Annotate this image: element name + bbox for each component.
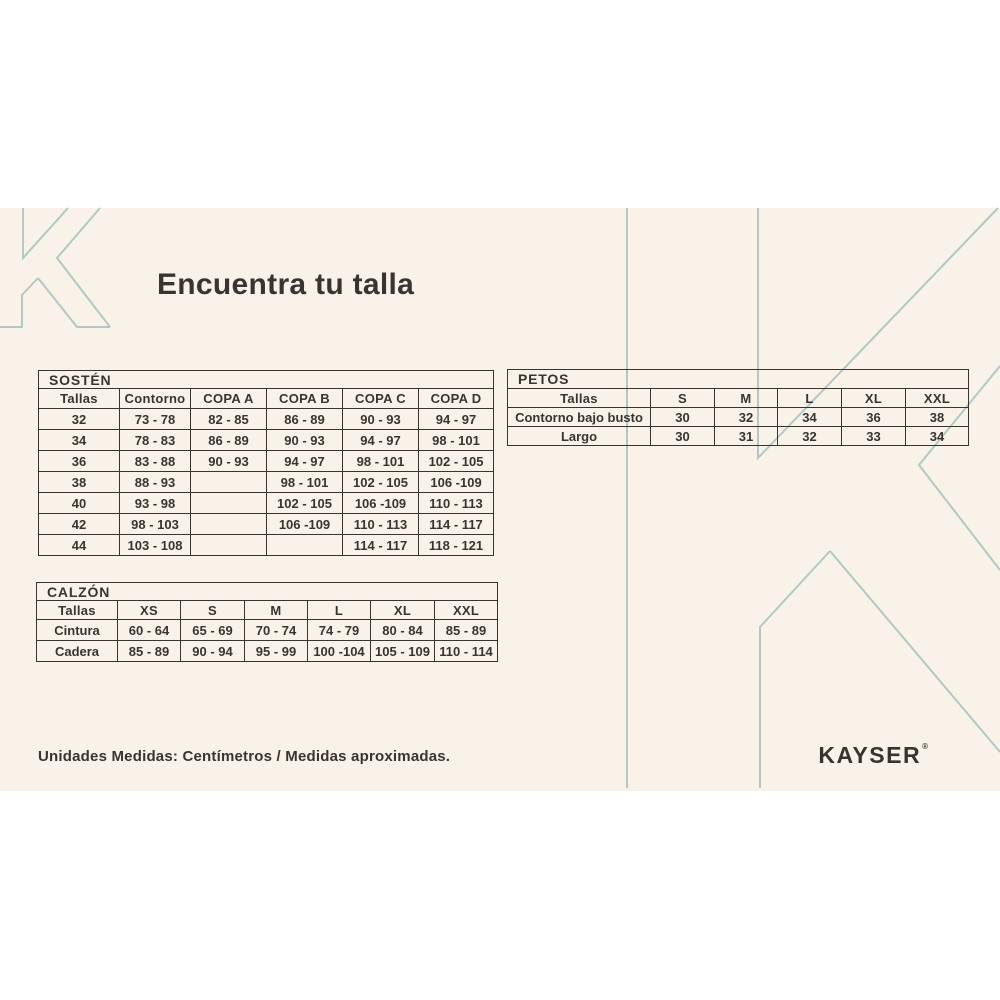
- table-cell: 65 - 69: [181, 620, 245, 641]
- table-row: [39, 409, 494, 430]
- table-header-row: [37, 601, 498, 620]
- page-title: Encuentra tu talla: [157, 268, 415, 301]
- table-cell: 110 - 114: [435, 641, 498, 662]
- table-cell: 86 - 89: [267, 409, 343, 430]
- table-cell: 94 - 97: [267, 451, 343, 472]
- table-cell: 90 - 93: [267, 430, 343, 451]
- table-cell: 31: [715, 427, 778, 446]
- table-cell: 103 - 108: [120, 535, 191, 556]
- table-cell: 106 -109: [343, 493, 419, 514]
- table-cell: [191, 535, 267, 556]
- column-header: Tallas: [37, 601, 118, 620]
- table-cell: 38: [39, 472, 120, 493]
- column-header: L: [778, 389, 842, 408]
- table-cell: 70 - 74: [245, 620, 308, 641]
- table-cell: 118 - 121: [419, 535, 494, 556]
- kayser-logo: [728, 742, 928, 769]
- table-cell: 80 - 84: [371, 620, 435, 641]
- table-cell: 60 - 64: [118, 620, 181, 641]
- table-cell: [191, 472, 267, 493]
- column-header: M: [715, 389, 778, 408]
- column-header: M: [245, 601, 308, 620]
- table-cell: 93 - 98: [120, 493, 191, 514]
- table-cell: Largo: [508, 427, 651, 446]
- column-header: L: [308, 601, 371, 620]
- table-cell: 42: [39, 514, 120, 535]
- table-cell: 102 - 105: [267, 493, 343, 514]
- table-cell: 34: [39, 430, 120, 451]
- table-cell: 102 - 105: [343, 472, 419, 493]
- table-cell: 36: [842, 408, 906, 427]
- table-cell: 95 - 99: [245, 641, 308, 662]
- column-header: COPA A: [191, 389, 267, 409]
- table-title: PETOS: [508, 370, 969, 389]
- table-cell: [191, 514, 267, 535]
- table-cell: 32: [39, 409, 120, 430]
- table-title-row: [39, 371, 494, 389]
- table-cell: 98 - 101: [267, 472, 343, 493]
- column-header: XXL: [435, 601, 498, 620]
- column-header: XXL: [906, 389, 969, 408]
- table-cell: 98 - 101: [343, 451, 419, 472]
- table-cell: 110 - 113: [343, 514, 419, 535]
- table-row: [39, 430, 494, 451]
- registered-trademark-icon: ®: [922, 742, 928, 751]
- table-cell: 32: [778, 427, 842, 446]
- table-cell: Cadera: [37, 641, 118, 662]
- table-title: CALZÓN: [37, 583, 498, 601]
- table-cell: 82 - 85: [191, 409, 267, 430]
- table-cell: Cintura: [37, 620, 118, 641]
- table-cell: 94 - 97: [419, 409, 494, 430]
- column-header: XS: [118, 601, 181, 620]
- table-cell: 44: [39, 535, 120, 556]
- table-cell: 36: [39, 451, 120, 472]
- column-header: XL: [842, 389, 906, 408]
- table-cell: 83 - 88: [120, 451, 191, 472]
- table-cell: 90 - 94: [181, 641, 245, 662]
- table-row: [37, 620, 498, 641]
- table-cell: 33: [842, 427, 906, 446]
- table-cell: Contorno bajo busto: [508, 408, 651, 427]
- table-cell: 106 -109: [267, 514, 343, 535]
- sosten-size-table: [38, 370, 494, 556]
- column-header: S: [181, 601, 245, 620]
- table-row: [39, 535, 494, 556]
- table-row: [508, 427, 969, 446]
- column-header: Tallas: [39, 389, 120, 409]
- table-cell: 90 - 93: [191, 451, 267, 472]
- table-cell: 100 -104: [308, 641, 371, 662]
- table-cell: 32: [715, 408, 778, 427]
- table-cell: 78 - 83: [120, 430, 191, 451]
- table-cell: 85 - 89: [435, 620, 498, 641]
- table-cell: [191, 493, 267, 514]
- table-cell: 98 - 101: [419, 430, 494, 451]
- table-cell: 73 - 78: [120, 409, 191, 430]
- table-cell: 34: [906, 427, 969, 446]
- table-cell: 106 -109: [419, 472, 494, 493]
- table-cell: 102 - 105: [419, 451, 494, 472]
- table-row: [37, 641, 498, 662]
- table-row: [39, 514, 494, 535]
- table-title: SOSTÉN: [39, 371, 494, 389]
- column-header: S: [651, 389, 715, 408]
- units-note: Unidades Medidas: Centímetros / Medidas aproximadas.: [38, 748, 451, 765]
- table-cell: 40: [39, 493, 120, 514]
- column-header: COPA C: [343, 389, 419, 409]
- table-cell: 114 - 117: [343, 535, 419, 556]
- kayser-logo-text: KAYSER: [818, 742, 922, 768]
- table-row: [39, 493, 494, 514]
- table-header-row: [508, 389, 969, 408]
- table-cell: 85 - 89: [118, 641, 181, 662]
- column-header: COPA B: [267, 389, 343, 409]
- table-cell: 34: [778, 408, 842, 427]
- table-title-row: [37, 583, 498, 601]
- table-row: [39, 451, 494, 472]
- table-cell: 114 - 117: [419, 514, 494, 535]
- table-title-row: [508, 370, 969, 389]
- column-header: COPA D: [419, 389, 494, 409]
- table-cell: 105 - 109: [371, 641, 435, 662]
- column-header: Contorno: [120, 389, 191, 409]
- table-cell: 90 - 93: [343, 409, 419, 430]
- table-cell: 30: [651, 408, 715, 427]
- table-row: [508, 408, 969, 427]
- table-row: [39, 472, 494, 493]
- calzon-size-table: [36, 582, 498, 662]
- table-cell: 30: [651, 427, 715, 446]
- table-cell: 88 - 93: [120, 472, 191, 493]
- table-cell: 86 - 89: [191, 430, 267, 451]
- table-cell: [267, 535, 343, 556]
- column-header: Tallas: [508, 389, 651, 408]
- petos-size-table: [507, 369, 969, 446]
- table-cell: 110 - 113: [419, 493, 494, 514]
- table-cell: 74 - 79: [308, 620, 371, 641]
- table-cell: 94 - 97: [343, 430, 419, 451]
- table-cell: 38: [906, 408, 969, 427]
- table-cell: 98 - 103: [120, 514, 191, 535]
- table-header-row: [39, 389, 494, 409]
- column-header: XL: [371, 601, 435, 620]
